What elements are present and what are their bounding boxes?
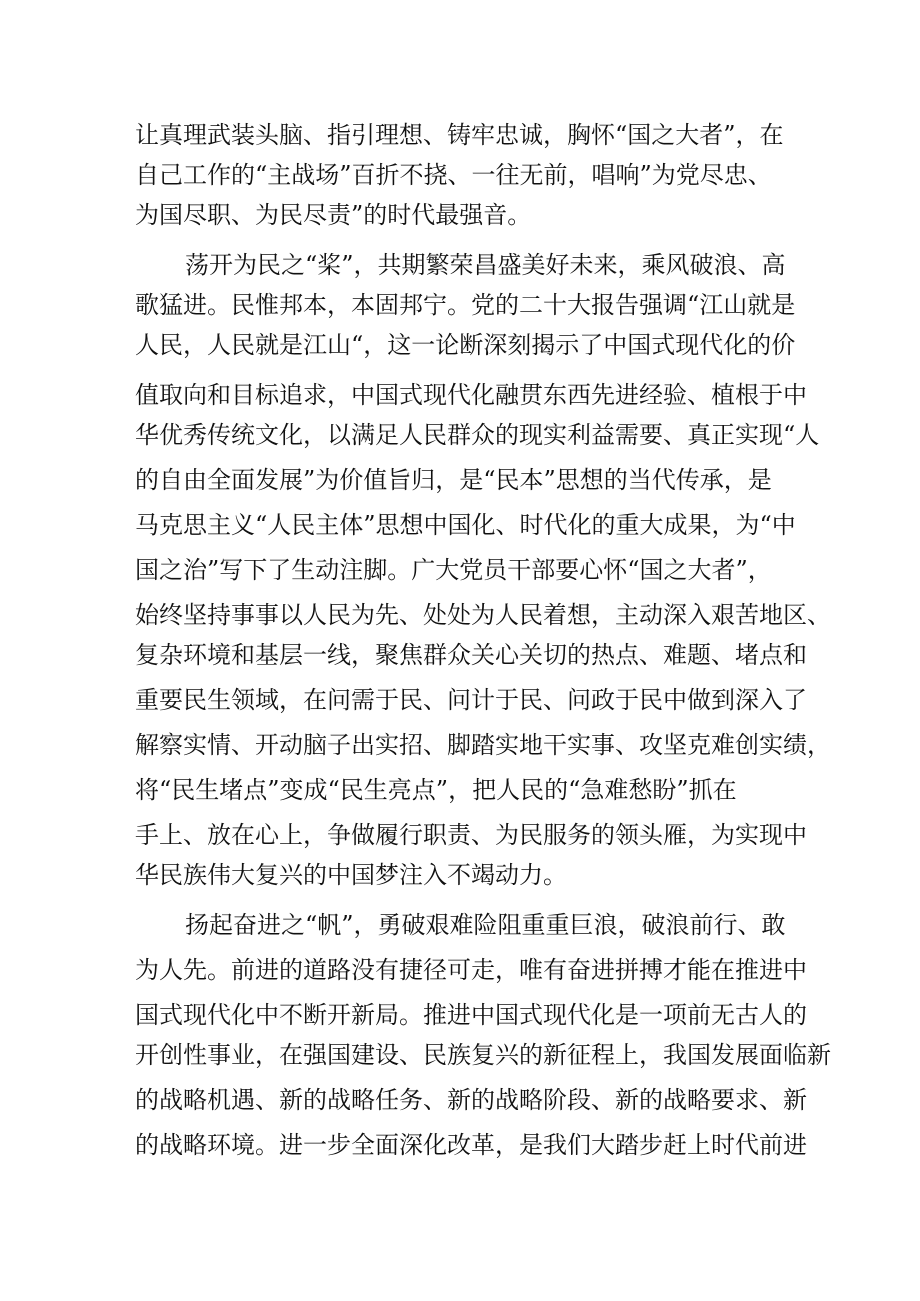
text-line: 自己工作的“主战场”百折不挠、一往无前，唱响”为党尽忠、 bbox=[135, 161, 772, 189]
text-line: 国之治”写下了生动注脚。广大党员干部要心怀“国之大者”， bbox=[135, 556, 772, 584]
text-line: 马克思主义“人民主体”思想中国化、时代化的重大成果，为“中 bbox=[135, 511, 796, 539]
text-line: 开创性事业，在强国建设、民族复兴的新征程上，我国发展面临新 bbox=[135, 1041, 831, 1069]
text-line: 复杂环境和基层一线，聚焦群众关心关切的热点、难题、堵点和 bbox=[135, 641, 807, 669]
text-line: 让真理武装头脑、指引理想、铸牢忠诚，胸怀“国之大者”，在 bbox=[135, 121, 784, 149]
text-line: 的战略机遇、新的战略任务、新的战略阶段、新的战略要求、新 bbox=[135, 1086, 807, 1114]
text-line: 国式现代化中不断开新局。推进中国式现代化是一项前无古人的 bbox=[135, 1001, 807, 1029]
text-line: 为国尽职、为民尽责”的时代最强音。 bbox=[135, 201, 532, 229]
paragraph-first-line: 荡开为民之“桨”，共期繁荣昌盛美好未来，乘风破浪、高 bbox=[185, 251, 786, 279]
text-line: 为人先。前进的道路没有捷径可走，唯有奋进拼搏才能在推进中 bbox=[135, 956, 807, 984]
text-line: 人民，人民就是江山“，这一论断深刻揭示了中国式现代化的价 bbox=[135, 331, 796, 359]
text-line: 始终坚持事事以人民为先、处处为人民着想，主动深入艰苦地区、 bbox=[135, 601, 831, 629]
text-line: 解察实情、开动脑子出实招、脚踏实地干实事、攻坚克难创实绩， bbox=[135, 731, 831, 759]
text-line: 华民族伟大复兴的中国梦注入不竭动力。 bbox=[135, 861, 567, 889]
text-line: 手上、放在心上，争做履行职责、为民服务的领头雁，为实现中 bbox=[135, 821, 807, 849]
paragraph-first-line: 扬起奋进之“帆”，勇破艰难险阻重重巨浪，破浪前行、敢 bbox=[185, 911, 786, 939]
text-line: 的自由全面发展”为价值旨归，是“民本”思想的当代传承，是 bbox=[135, 466, 772, 494]
text-line: 的战略环境。进一步全面深化改革，是我们大踏步赶上时代前进 bbox=[135, 1131, 807, 1159]
text-line: 歌猛进。民惟邦本，本固邦宁。党的二十大报告强调“江山就是 bbox=[135, 291, 796, 319]
text-line: 将“民生堵点”变成“民生亮点”，把人民的“急难愁盼”抓在 bbox=[135, 776, 737, 804]
text-line: 重要民生领域，在问需于民、问计于民、问政于民中做到深入了 bbox=[135, 686, 807, 714]
text-line: 华优秀传统文化，以满足人民群众的现实利益需要、真正实现“人 bbox=[135, 421, 820, 449]
text-line: 值取向和目标追求，中国式现代化融贯东西先进经验、植根于中 bbox=[135, 381, 807, 409]
